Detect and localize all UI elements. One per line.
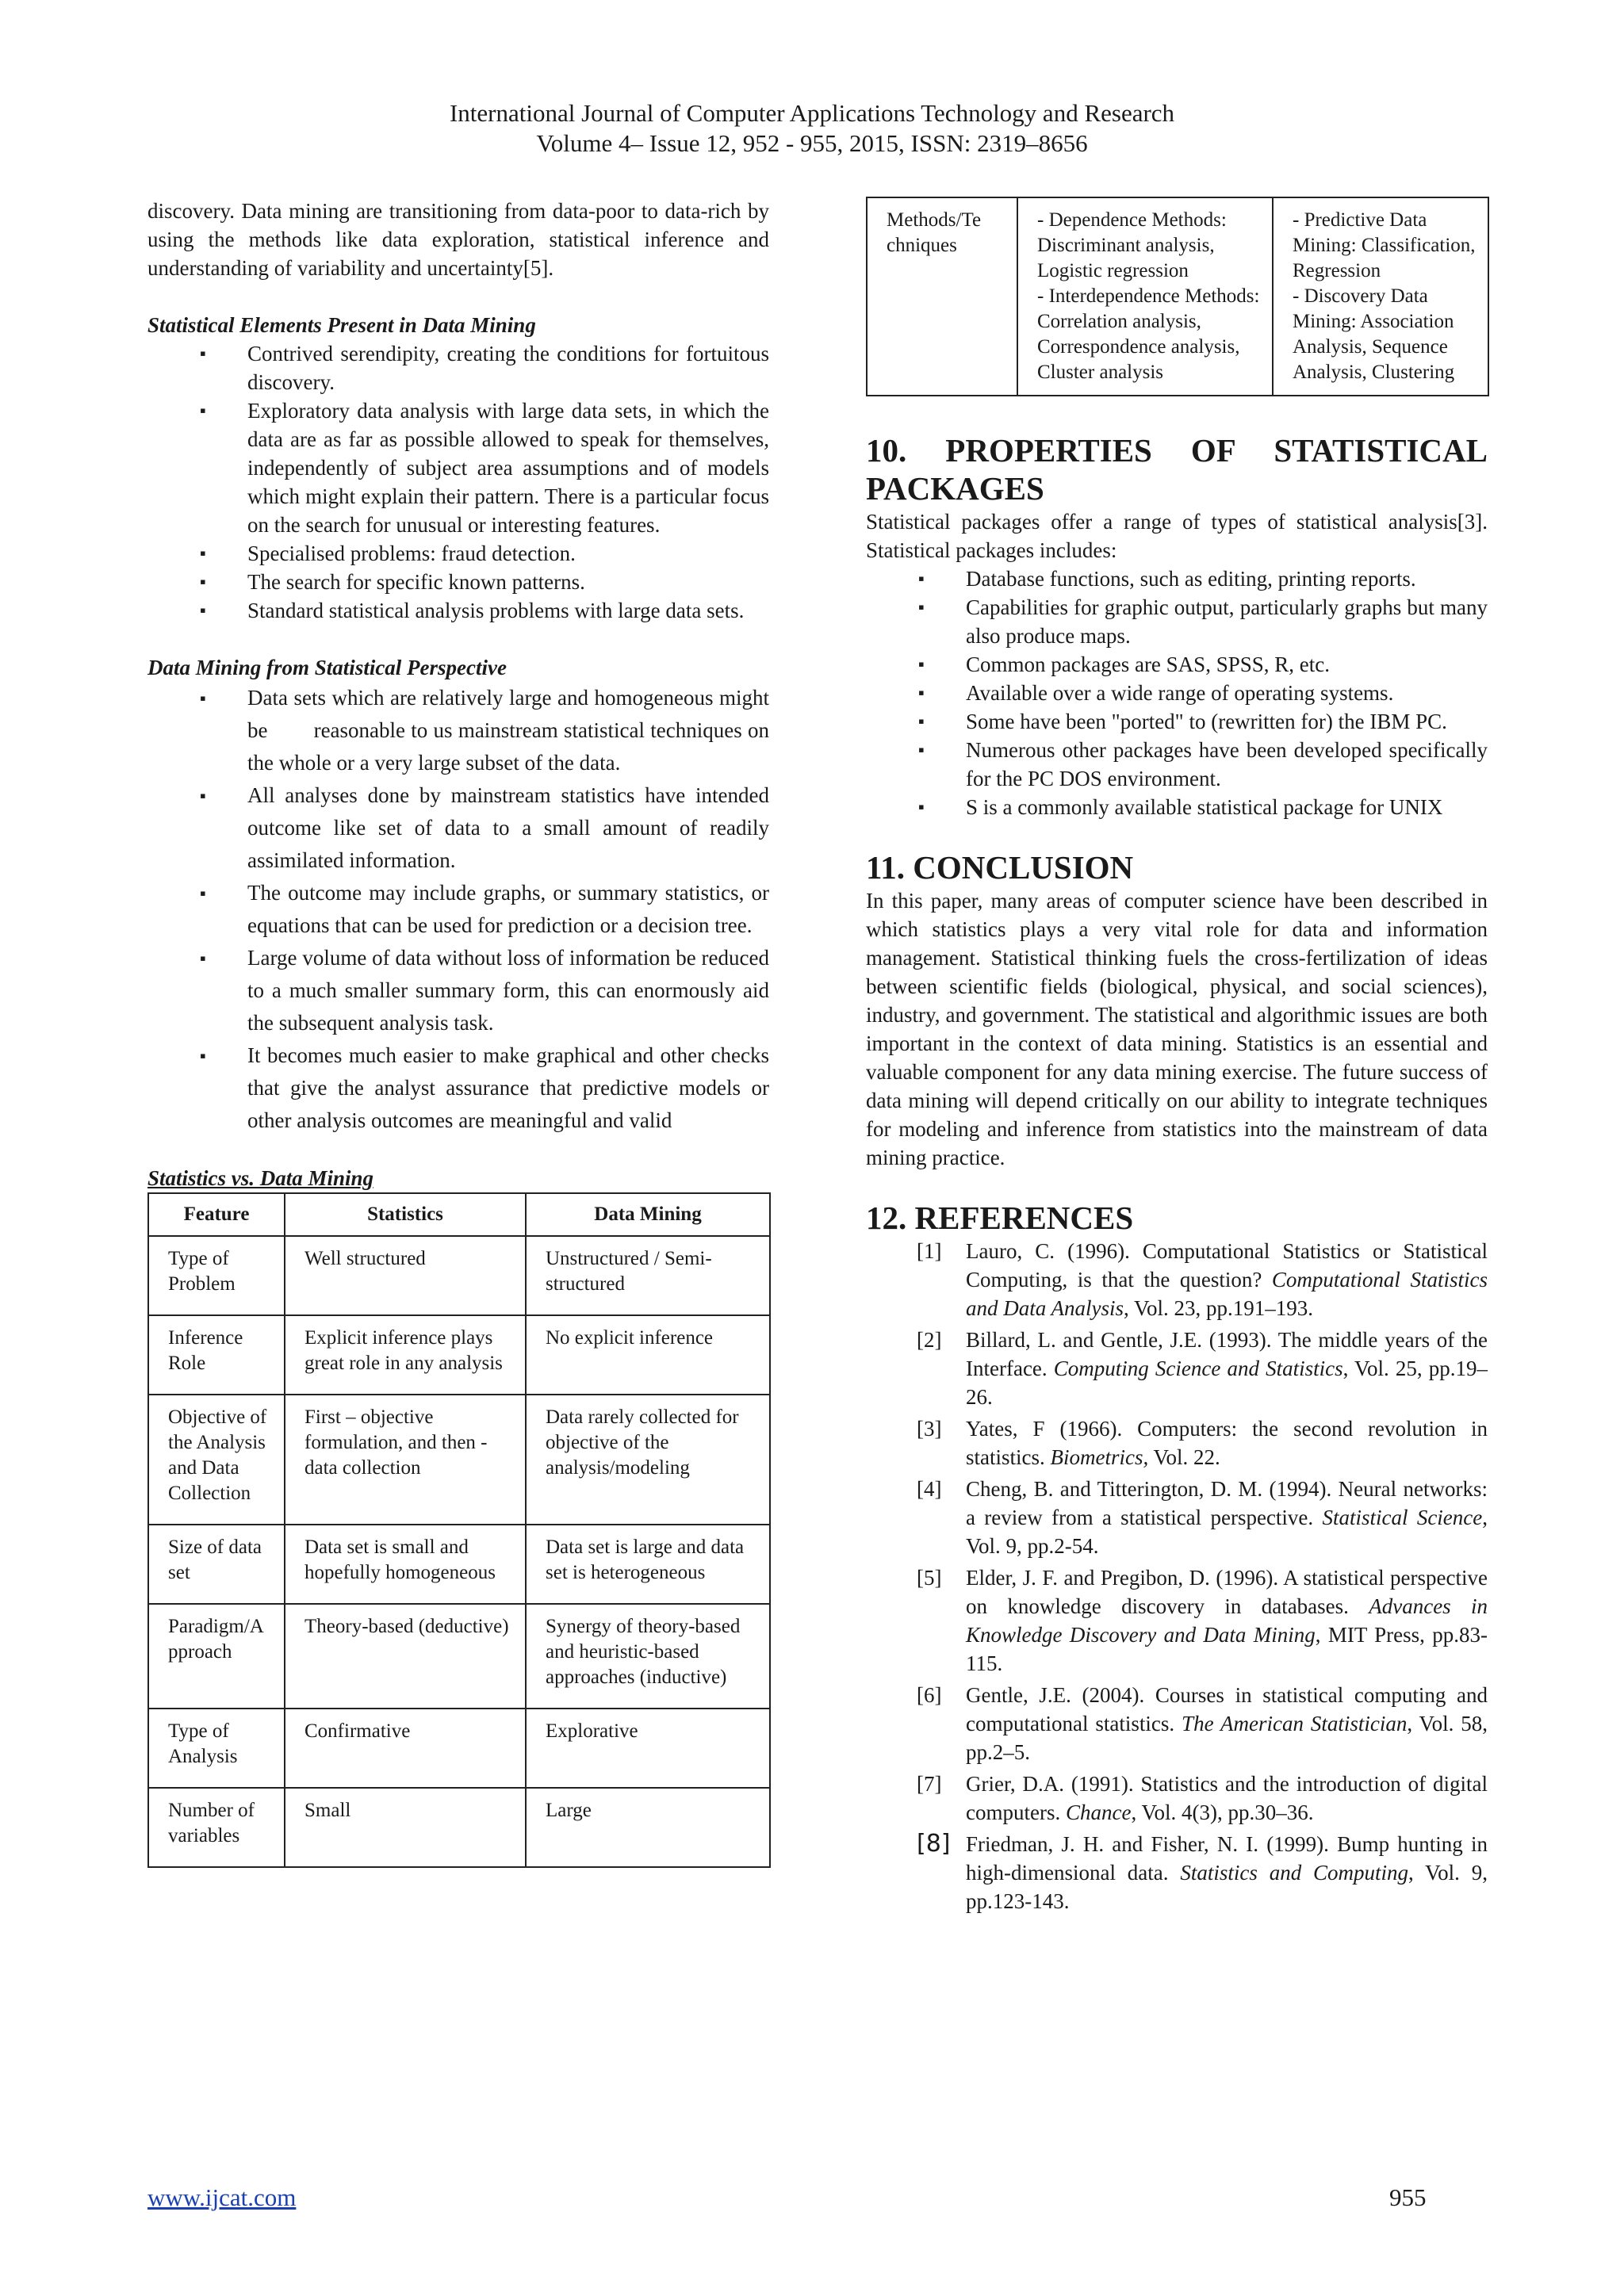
table-cell: First – objective formulation, and then - data collection — [285, 1395, 526, 1525]
table-cell: - Predictive Data Mining: Classification, Regression - Discovery Data Mining: Association Analysis, Sequence Analysis, Clustering — [1273, 197, 1488, 396]
list-item: ▪ Common packages are SAS, SPSS, R, etc. — [866, 650, 1488, 679]
table-cell: Small — [285, 1788, 526, 1867]
references-list — [866, 1237, 1488, 1915]
table-cell: Unstructured / Semi-structured — [526, 1236, 770, 1315]
table-cell: Explorative — [526, 1709, 770, 1788]
conclusion-paragraph: In this paper, many areas of computer science have been described in which statistics plays a very vital role for data and information management. Statistical thinking fuels the cross-fertilization of ideas between scientific fields (biological, physical, and social sciences), industry, and government. The statistical and algorithmic issues are both important in the context of data mining. Statistics is an essential and valuable component for any data mining exercise. The future success of data mining will depend critically on our ability to integrate techniques for modeling and inference from statistics into the mainstream of data mining practice. — [866, 889, 1488, 1169]
reference-item — [866, 1681, 1488, 1766]
left-column — [147, 197, 812, 1868]
reference-number: [5] — [917, 1566, 942, 1590]
elements-list — [147, 339, 775, 625]
table-cell: Size of data set — [148, 1525, 285, 1604]
journal-header — [0, 98, 1624, 159]
comparison-table-continued — [866, 197, 1489, 396]
reference-item — [866, 1563, 1488, 1678]
reference-text: Lauro, C. (1996). Computational Statistics or Statistical Computing, is that the question? — [966, 1239, 1488, 1292]
table-cell: Explicit inference plays great role in any analysis — [285, 1315, 526, 1395]
reference-text: Grier, D.A. (1991). Statistics and the introduction of digital computers. — [966, 1772, 1488, 1824]
comparison-table — [147, 1192, 771, 1868]
reference-number: [1] — [917, 1239, 942, 1263]
elements-heading: Statistical Elements Present in Data Mining — [147, 313, 536, 337]
reference-number: [4] — [917, 1477, 942, 1501]
section-10-heading — [866, 431, 1488, 507]
table-cell: Large — [526, 1788, 770, 1867]
reference-item — [866, 1326, 1488, 1411]
perspective-list — [147, 682, 775, 1137]
reference-source: Biometrics, — [1050, 1445, 1149, 1469]
section-12-heading: 12. REFERENCES — [866, 1200, 1134, 1236]
table-header-cell: Feature — [148, 1193, 285, 1236]
reference-details: , Vol. 9, pp.123-143. — [966, 1861, 1488, 1913]
table-header-cell: Statistics — [285, 1193, 526, 1236]
table-row — [148, 1525, 770, 1604]
reference-details: , MIT Press, pp.83-115. — [966, 1623, 1488, 1675]
reference-details: , Vol. 23, pp.191–193. — [1124, 1296, 1314, 1320]
table-cell: No explicit inference — [526, 1315, 770, 1395]
reference-text: Yates, F (1966). Computers: the second revolution in statistics. — [966, 1417, 1488, 1469]
list-item: ▪ Data sets which are relatively large and homogeneous might be reasonable to us mainstream statistical techniques on the whole or a very large subset of the data. — [147, 682, 769, 779]
list-item: ▪ S is a commonly available statistical package for UNIX — [866, 793, 1488, 821]
list-item: ▪ Available over a wide range of operating systems. — [866, 679, 1488, 707]
table-cell: - Dependence Methods: Discriminant analysis, Logistic regression - Interdependence Methods: Correlation analysis, Correspondence analysis, Cluster analysis — [1017, 197, 1273, 396]
table-cell: Number of variables — [148, 1788, 285, 1867]
list-item: ▪ Contrived serendipity, creating the conditions for fortuitous discovery. — [147, 339, 769, 396]
table-cell: Data set is large and data set is heterogeneous — [526, 1525, 770, 1604]
list-item: ▪ The outcome may include graphs, or summary statistics, or equations that can be used for prediction or a decision tree. — [147, 877, 769, 942]
table-row — [148, 1236, 770, 1315]
reference-text: Billard, L. and Gentle, J.E. (1993). The middle years of the Interface. — [966, 1328, 1488, 1380]
journal-title: International Journal of Computer Applications Technology and Research — [449, 99, 1175, 127]
table-row — [148, 1315, 770, 1395]
reference-item — [866, 1414, 1488, 1471]
list-item: ▪ Exploratory data analysis with large data sets, in which the data are as far as possible allowed to speak for themselves, independently of subject area assumptions and of models which might explain their pattern. There is a particular focus on the search for unusual or interesting features. — [147, 396, 769, 539]
reference-number: [8] — [917, 1830, 951, 1858]
section-10-title: 10. PROPERTIES OF STATISTICAL PACKAGES — [866, 432, 1488, 507]
table-cell: Inference Role — [148, 1315, 285, 1395]
reference-source: Advances in Knowledge Discovery and Data Mining — [966, 1594, 1488, 1647]
list-item: ▪ Numerous other packages have been developed specifically for the PC DOS environment. — [866, 736, 1488, 793]
table-header-cell: Data Mining — [526, 1193, 770, 1236]
reference-item — [866, 1237, 1488, 1322]
reference-text: Elder, J. F. and Pregibon, D. (1996). A statistical perspective on knowledge discovery in databases. — [966, 1566, 1488, 1618]
table-header-row — [148, 1193, 770, 1236]
page-number: 955 — [1389, 2183, 1427, 2211]
table-cell: Confirmative — [285, 1709, 526, 1788]
list-item: ▪ The search for specific known patterns. — [147, 568, 769, 596]
table-row — [867, 197, 1488, 396]
reference-source: Computing Science and Statistics — [1053, 1357, 1343, 1380]
reference-source: Statistics and Computing — [1180, 1861, 1409, 1885]
table-cell: Objective of the Analysis and Data Collection — [148, 1395, 285, 1525]
table-row — [148, 1709, 770, 1788]
list-item: ▪ Standard statistical analysis problems with large data sets. — [147, 596, 769, 625]
reference-source: The American Statistician — [1182, 1712, 1408, 1735]
list-item: ▪ Large volume of data without loss of information be reduced to a much smaller summary form, this can enormously aid the subsequent analysis task. — [147, 942, 769, 1039]
table-row — [148, 1395, 770, 1525]
section-11-heading: 11. CONCLUSION — [866, 849, 1134, 886]
reference-number: [7] — [917, 1772, 942, 1796]
journal-website-link[interactable]: www.ijcat.com — [147, 2183, 297, 2211]
reference-source: Computational Statistics and Data Analysis — [966, 1268, 1488, 1320]
reference-source: Statistical Science — [1322, 1506, 1483, 1529]
list-item: ▪ Specialised problems: fraud detection. — [147, 539, 769, 568]
reference-details: , Vol. 58, pp.2–5. — [966, 1712, 1488, 1764]
reference-source: Chance — [1065, 1800, 1132, 1824]
section-10-intro: Statistical packages offer a range of types of statistical analysis[3]. Statistical packages includes: — [866, 510, 1488, 562]
table-cell: Synergy of theory-based and heuristic-based approaches (inductive) — [526, 1604, 770, 1709]
table-cell: Type of Analysis — [148, 1709, 285, 1788]
table-cell: Methods/Te chniques — [867, 197, 1017, 396]
reference-details: Vol. 22. — [1148, 1445, 1220, 1469]
reference-number: [3] — [917, 1417, 942, 1441]
table-row — [148, 1788, 770, 1867]
reference-number: [6] — [917, 1683, 942, 1707]
reference-details: , Vol. 25, pp.19–26. — [966, 1357, 1488, 1409]
table-heading: Statistics vs. Data Mining — [147, 1166, 374, 1190]
reference-text: Friedman, J. H. and Fisher, N. I. (1999). Bump hunting in high-dimensional data. — [966, 1832, 1488, 1885]
table-cell: Paradigm/A pproach — [148, 1604, 285, 1709]
reference-item — [866, 1475, 1488, 1560]
reference-details: , Vol. 9, pp.2-54. — [966, 1506, 1488, 1558]
reference-details: , Vol. 4(3), pp.30–36. — [1131, 1800, 1314, 1824]
table-cell: Data rarely collected for objective of the analysis/modeling — [526, 1395, 770, 1525]
table-cell: Well structured — [285, 1236, 526, 1315]
perspective-heading: Data Mining from Statistical Perspective — [147, 656, 507, 679]
reference-item — [866, 1770, 1488, 1827]
table-cell: Theory-based (deductive) — [285, 1604, 526, 1709]
journal-volume: Volume 4– Issue 12, 952 - 955, 2015, ISSN: 2319–8656 — [536, 129, 1088, 157]
packages-list — [866, 564, 1493, 821]
table-cell: Data set is small and hopefully homogeneous — [285, 1525, 526, 1604]
list-item: ▪ Some have been "ported" to (rewritten for) the IBM PC. — [866, 707, 1488, 736]
reference-text: Gentle, J.E. (2004). Courses in statistical computing and computational statistics. — [966, 1683, 1488, 1735]
list-item: ▪ Database functions, such as editing, printing reports. — [866, 564, 1488, 593]
table-cell: Type of Problem — [148, 1236, 285, 1315]
list-item: ▪ All analyses done by mainstream statistics have intended outcome like set of data to a small amount of readily assimilated information. — [147, 779, 769, 877]
reference-number: [2] — [917, 1328, 942, 1352]
list-item: ▪ It becomes much easier to make graphical and other checks that give the analyst assurance that predictive models or other analysis outcomes are meaningful and valid — [147, 1039, 769, 1137]
table-row — [148, 1604, 770, 1709]
right-column — [866, 197, 1493, 1919]
reference-item — [866, 1830, 1488, 1915]
list-item: ▪ Capabilities for graphic output, particularly graphs but many also produce maps. — [866, 593, 1488, 650]
intro-paragraph: discovery. Data mining are transitioning from data-poor to data-rich by using the methods like data exploration, statistical inference and understanding of variability and uncertainty[5]. — [147, 199, 812, 280]
reference-text: Cheng, B. and Titterington, D. M. (1994). Neural networks: a review from a statistical perspective. — [966, 1477, 1488, 1529]
